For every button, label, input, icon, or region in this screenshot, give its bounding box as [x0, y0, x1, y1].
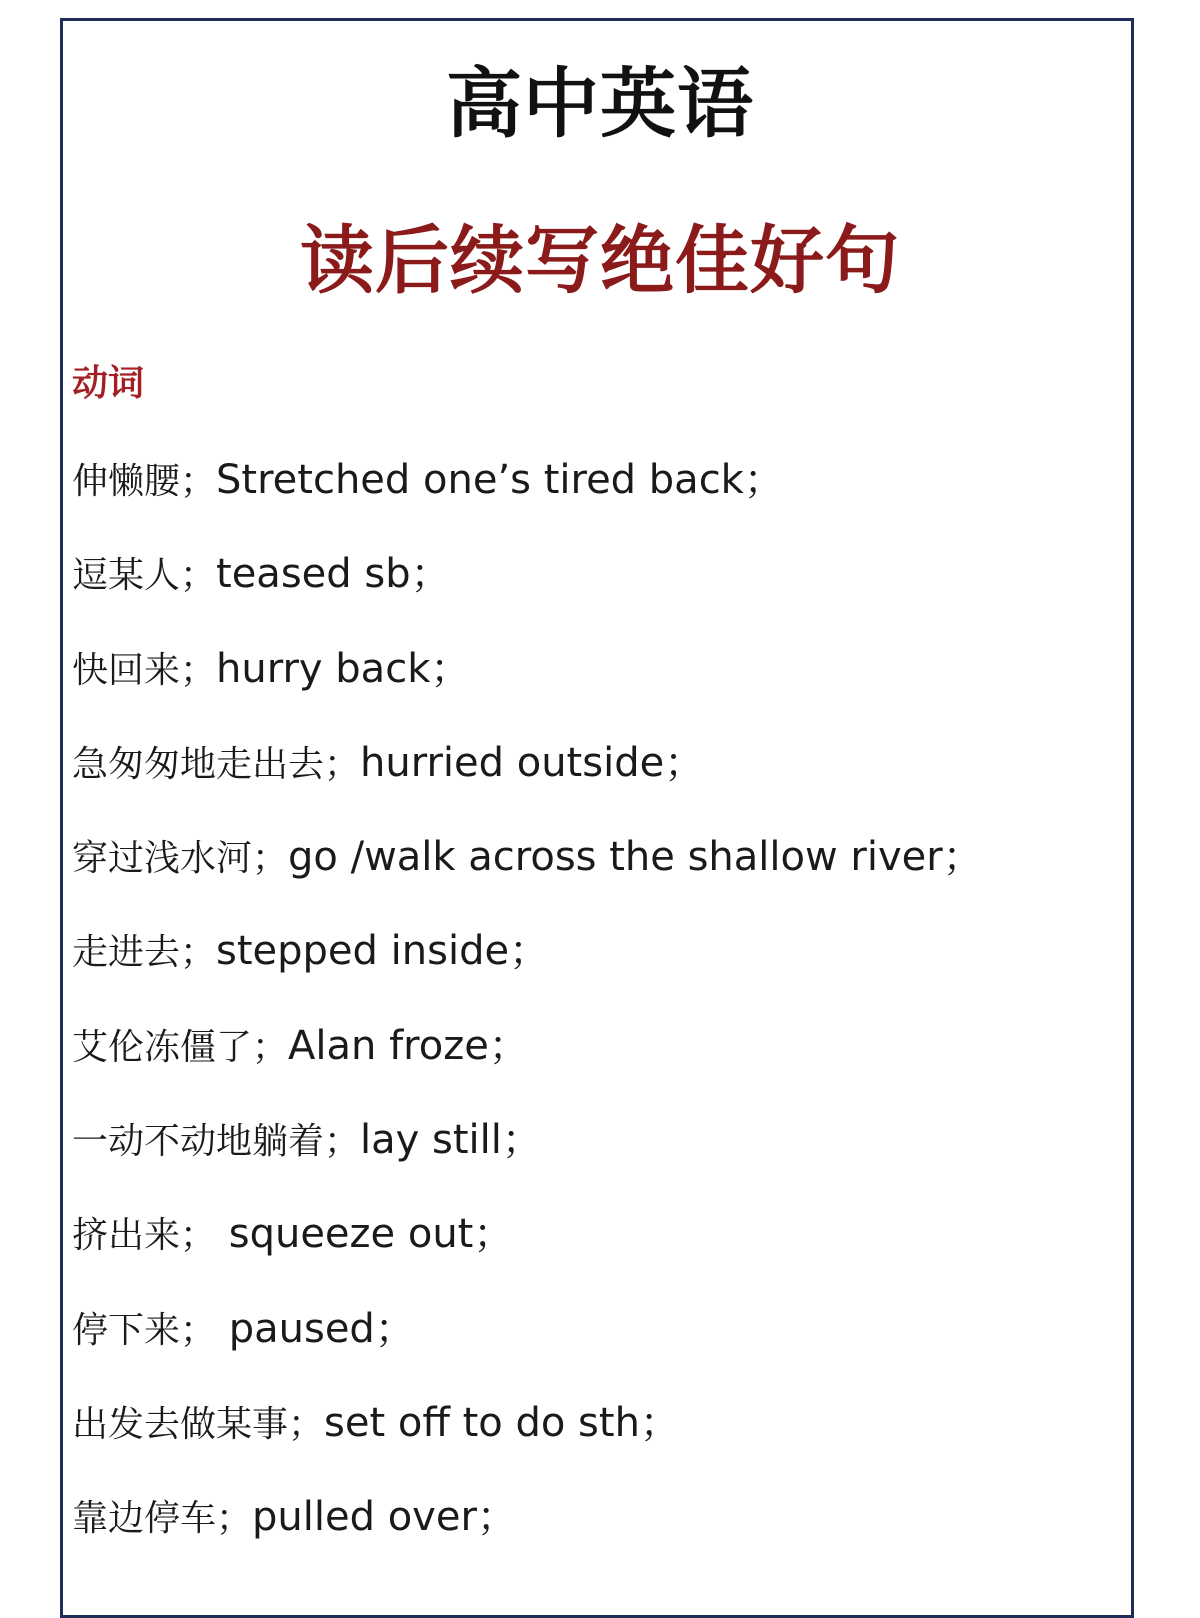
- phrase-chinese: 挤出来；: [72, 1215, 217, 1257]
- phrase-english: stepped inside；: [216, 928, 550, 975]
- phrase-english: hurry back；: [216, 645, 471, 692]
- phrase-english: teased sb；: [216, 551, 451, 598]
- page-subtitle: 读后续写绝佳好句: [300, 218, 900, 304]
- phrase-english: go /walk across the shallow river；: [288, 834, 983, 881]
- phrase-chinese: 靠边停车；: [72, 1498, 253, 1540]
- page-title: 高中英语: [446, 59, 754, 148]
- phrase-english: pulled over；: [252, 1494, 517, 1541]
- phrase-entry: [72, 1489, 1122, 1583]
- phrase-chinese: 逗某人；: [72, 555, 217, 597]
- phrase-english: Stretched one’s tired back；: [216, 457, 784, 503]
- phrase-entry: [72, 829, 1122, 923]
- phrase-chinese: 艾伦冻僵了；: [72, 1026, 289, 1068]
- phrase-entry: [72, 1395, 1122, 1489]
- phrase-entry: [72, 735, 1122, 829]
- phrase-entry: [72, 1018, 1122, 1112]
- phrase-entry: [72, 452, 1122, 546]
- phrase-entry: [72, 923, 1122, 1017]
- phrase-english: squeeze out；: [216, 1211, 514, 1258]
- phrase-chinese: 快回来；: [72, 649, 217, 691]
- phrase-english: Alan froze；: [288, 1022, 529, 1069]
- phrase-chinese: 停下来；: [72, 1309, 217, 1351]
- phrase-english: lay still；: [360, 1117, 542, 1164]
- phrase-english: paused；: [216, 1305, 415, 1352]
- phrase-list: [72, 452, 1122, 1584]
- phrase-entry: [72, 1112, 1122, 1206]
- phrase-chinese: 出发去做某事；: [72, 1403, 325, 1445]
- phrase-chinese: 穿过浅水河；: [72, 838, 289, 880]
- phrase-chinese: 走进去；: [72, 932, 217, 974]
- phrase-chinese: 伸懒腰；: [72, 461, 217, 502]
- phrase-chinese: 一动不动地躺着；: [72, 1121, 361, 1163]
- phrase-entry: [72, 1206, 1122, 1300]
- phrase-entry: [72, 1301, 1122, 1395]
- phrase-english: set off to do sth；: [324, 1399, 680, 1446]
- phrase-chinese: 急匆匆地走出去；: [72, 743, 361, 785]
- phrase-entry: [72, 641, 1122, 735]
- phrase-english: hurried outside；: [360, 739, 705, 786]
- section-heading-verbs: 动词: [72, 363, 145, 404]
- phrase-entry: [72, 546, 1122, 640]
